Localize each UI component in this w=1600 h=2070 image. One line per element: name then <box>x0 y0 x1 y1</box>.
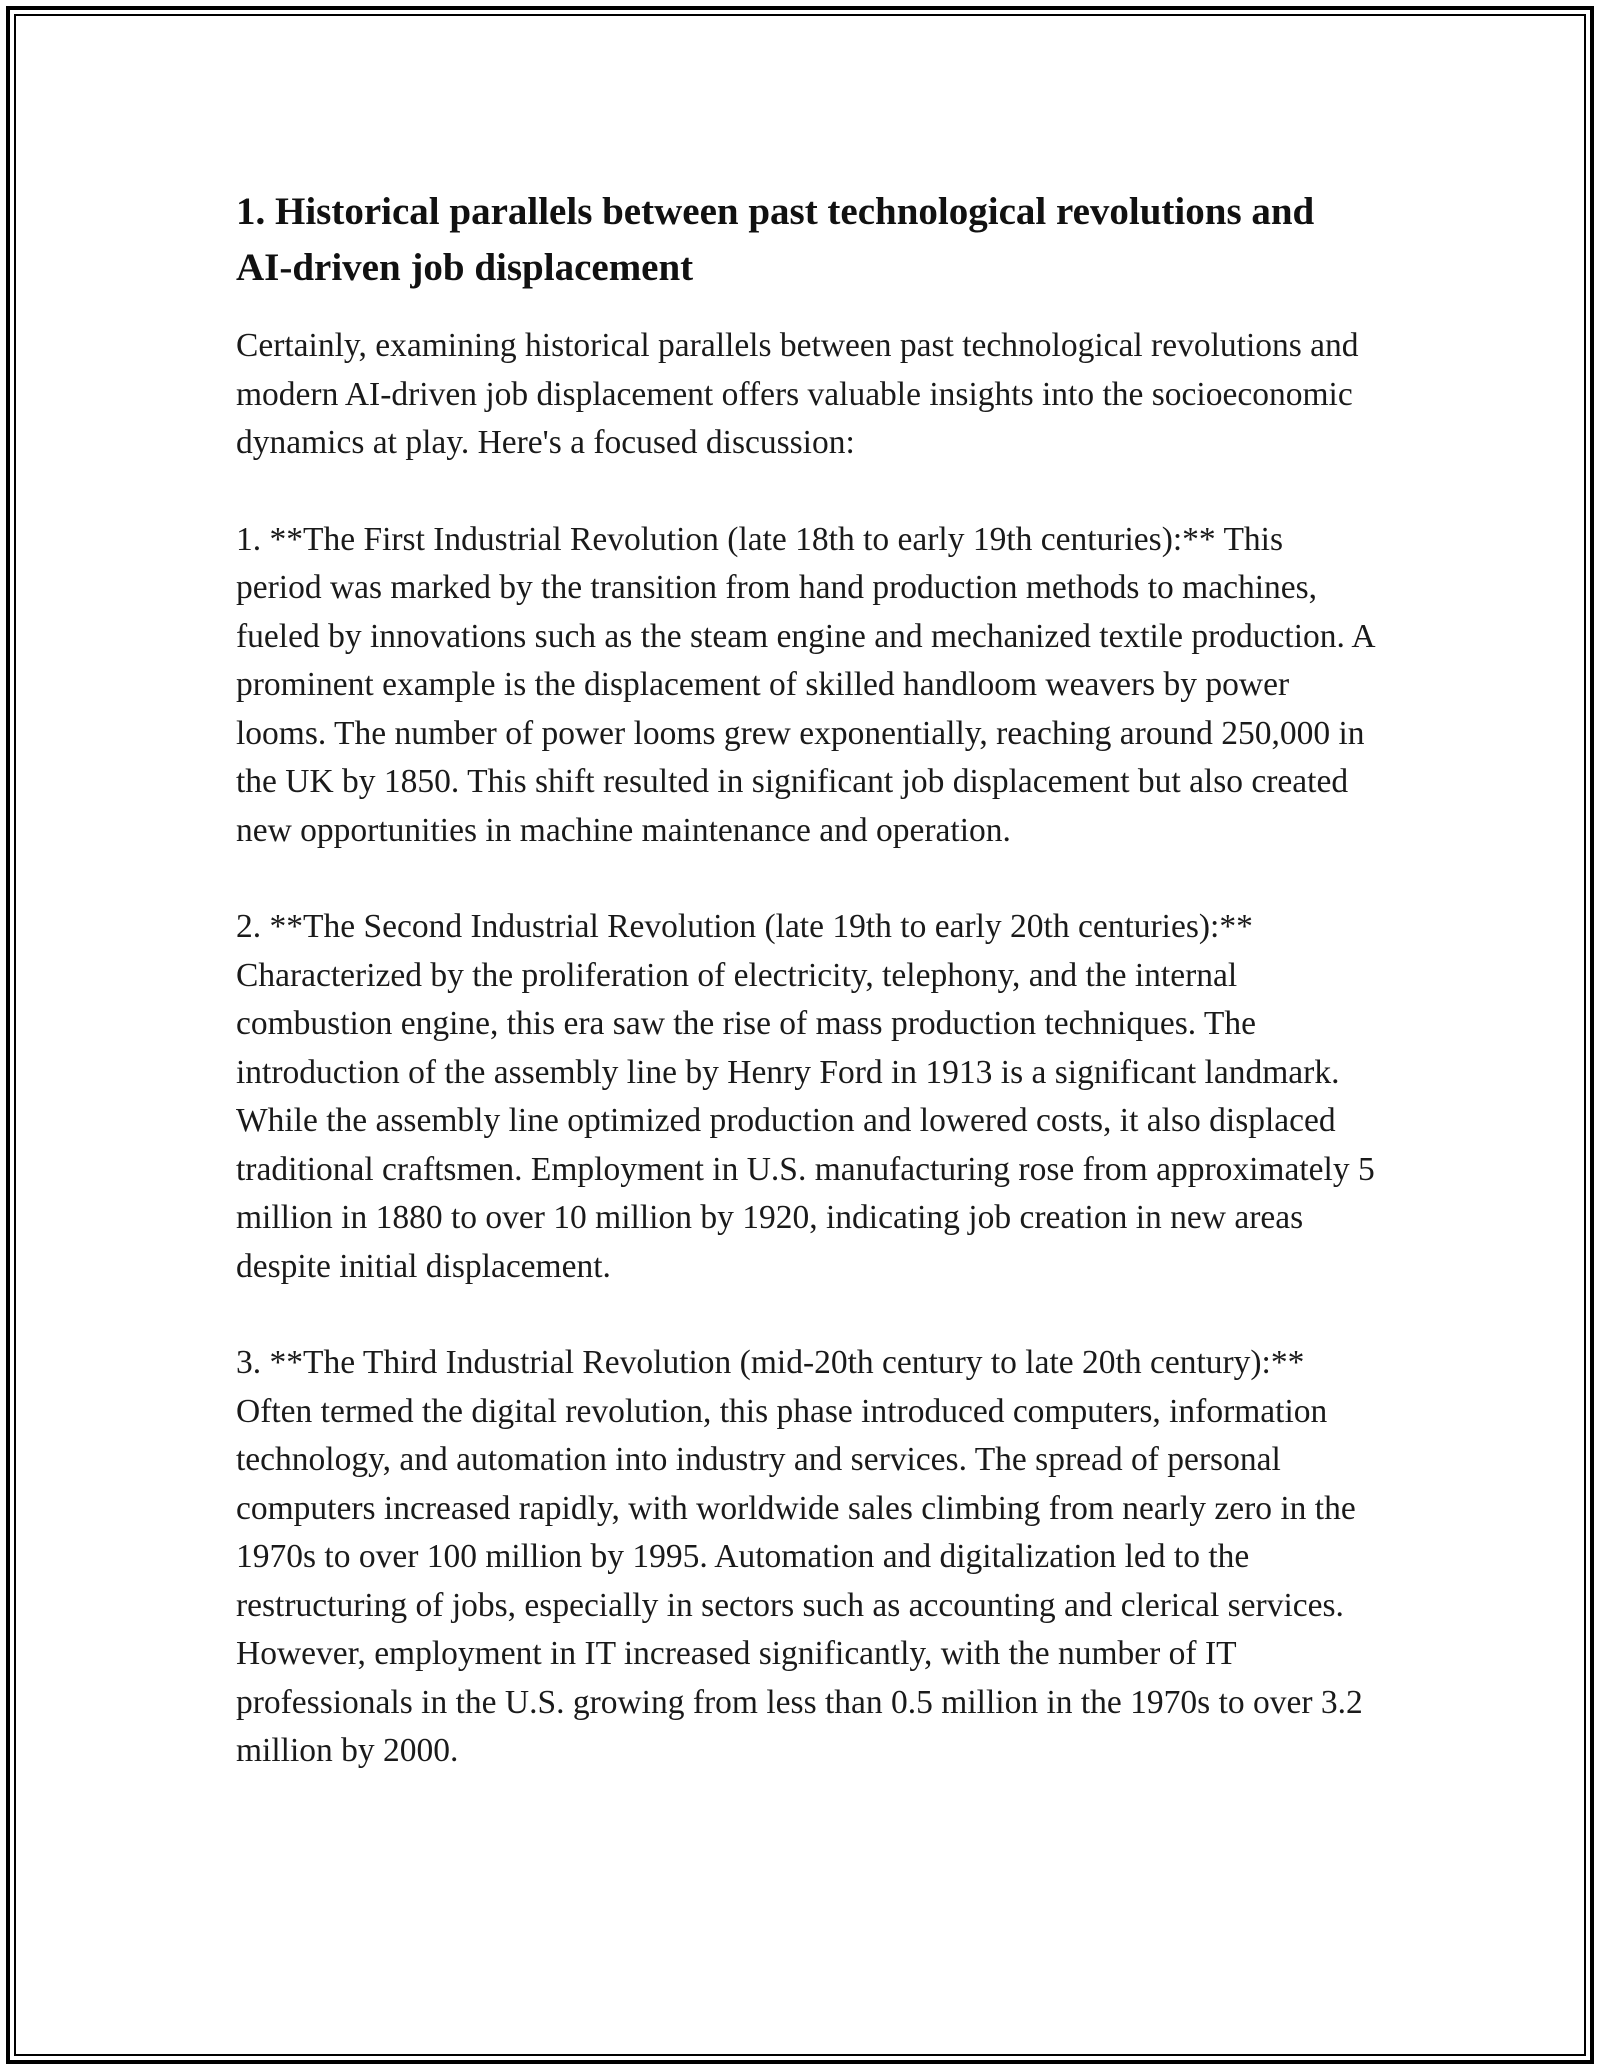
document-body <box>236 184 1376 1824</box>
first-industrial-revolution-paragraph: 1. **The First Industrial Revolution (late 18th to early 19th centuries):** This period was marked by the transition from hand production methods to machines, fueled by innovations such as the steam engine and mechanized textile production. A prominent example is the displacement of skilled handloom weavers by power looms. The number of power looms grew exponentially, reaching around 250,000 in the UK by 1850. This shift resulted in significant job displacement but also created new opportunities in machine maintenance and operation. <box>236 520 1374 849</box>
intro-paragraph: Certainly, examining historical parallels between past technological revolutions and modern AI-driven job displacement offers valuable insights into the socioeconomic dynamics at play. Here's a focused discussion: <box>236 327 1359 461</box>
section-heading: 1. Historical parallels between past technological revolutions and AI-driven job displacement <box>236 190 1315 289</box>
third-industrial-revolution-paragraph: 3. **The Third Industrial Revolution (mid-20th century to late 20th century):** Often termed the digital revolution, this phase introduced computers, information technology, and automation into industry and services. The spread of personal computers increased rapidly, with worldwide sales climbing from nearly zero in the 1970s to over 100 million by 1995. Automation and digitalization led to the restructuring of jobs, especially in sectors such as accounting and clerical services. However, employment in IT increased significantly, with the number of IT professionals in the U.S. growing from less than 0.5 million in the 1970s to over 3.2 million by 2000. <box>236 1344 1363 1769</box>
second-industrial-revolution-paragraph: 2. **The Second Industrial Revolution (late 19th to early 20th centuries):** Characterized by the proliferation of electricity, telephony, and the internal combustion engine, this era saw the rise of mass production techniques. The introduction of the assembly line by Henry Ford in 1913 is a significant landmark. While the assembly line optimized production and lowered costs, it also displaced traditional craftsmen. Employment in U.S. manufacturing rose from approximately 5 million in 1880 to over 10 million by 1920, indicating job creation in new areas despite initial displacement. <box>236 908 1375 1285</box>
